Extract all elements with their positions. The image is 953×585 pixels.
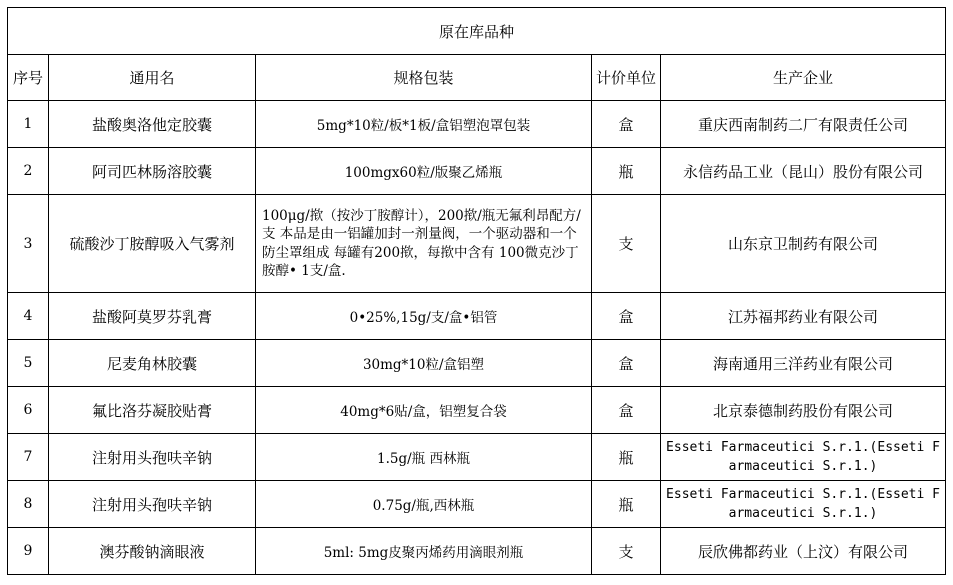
cell-pricing-unit: 盒	[592, 340, 661, 387]
cell-serial-number: 5	[8, 340, 49, 387]
table-title: 原在库品种	[8, 8, 946, 55]
cell-generic-name: 阿司匹林肠溶胶囊	[49, 148, 256, 195]
table-row	[8, 293, 946, 340]
table-header-row	[8, 55, 946, 101]
cell-spec-package: 30mg*10粒/盒铝塑	[256, 340, 592, 387]
cell-generic-name: 尼麦角林胶囊	[49, 340, 256, 387]
header-pricing-unit: 计价单位	[592, 55, 661, 101]
drug-inventory-table	[7, 7, 946, 575]
cell-pricing-unit: 瓶	[592, 148, 661, 195]
cell-pricing-unit: 瓶	[592, 481, 661, 528]
table-row	[8, 387, 946, 434]
header-serial-number: 序号	[8, 55, 49, 101]
cell-serial-number: 9	[8, 528, 49, 575]
table-row	[8, 528, 946, 575]
cell-manufacturer: 重庆西南制药二厂有限责任公司	[661, 101, 946, 148]
cell-generic-name: 注射用头孢呋辛钠	[49, 434, 256, 481]
table-row	[8, 481, 946, 528]
table-row	[8, 101, 946, 148]
cell-spec-package: 0•25%,15g/支/盒•铝管	[256, 293, 592, 340]
cell-manufacturer: 辰欣佛都药业（上汶）有限公司	[661, 528, 946, 575]
cell-spec-package: 40mg*6贴/盒，铝塑复合袋	[256, 387, 592, 434]
cell-manufacturer: Esseti Farmaceutici S.r.1.(Esseti Farmaceutici S.r.1.)	[661, 481, 946, 528]
drug-table-container	[7, 7, 946, 575]
cell-pricing-unit: 瓶	[592, 434, 661, 481]
cell-generic-name: 盐酸奥洛他定胶囊	[49, 101, 256, 148]
cell-pricing-unit: 支	[592, 195, 661, 293]
table-row	[8, 434, 946, 481]
cell-spec-package: 100mgx60粒/版聚乙烯瓶	[256, 148, 592, 195]
cell-spec-package: 100μg/揿（按沙丁胺醇计），200揿/瓶无氟利昂配方/支 本品是由一铝罐加封一剂量阀，一个驱动器和一个防尘罩组成 每罐有200揿，每揿中含有 100微克沙丁胺醇• 1支/盒.	[256, 195, 592, 293]
cell-pricing-unit: 盒	[592, 387, 661, 434]
cell-generic-name: 氟比洛芬凝胶贴膏	[49, 387, 256, 434]
cell-serial-number: 6	[8, 387, 49, 434]
cell-manufacturer: 北京泰德制药股份有限公司	[661, 387, 946, 434]
cell-serial-number: 4	[8, 293, 49, 340]
cell-pricing-unit: 支	[592, 528, 661, 575]
cell-serial-number: 1	[8, 101, 49, 148]
table-row	[8, 340, 946, 387]
cell-pricing-unit: 盒	[592, 293, 661, 340]
cell-spec-package: 5mg*10粒/板*1板/盒铝塑泡罩包装	[256, 101, 592, 148]
cell-serial-number: 2	[8, 148, 49, 195]
cell-serial-number: 7	[8, 434, 49, 481]
header-manufacturer: 生产企业	[661, 55, 946, 101]
cell-serial-number: 3	[8, 195, 49, 293]
cell-manufacturer: 永信药品工业（昆山）股份有限公司	[661, 148, 946, 195]
table-row	[8, 195, 946, 293]
header-generic-name: 通用名	[49, 55, 256, 101]
cell-spec-package: 0.75g/瓶,西林瓶	[256, 481, 592, 528]
cell-spec-package: 5ml: 5mg皮聚丙烯药用滴眼剂瓶	[256, 528, 592, 575]
cell-generic-name: 澳芬酸钠滴眼液	[49, 528, 256, 575]
cell-manufacturer: 海南通用三洋药业有限公司	[661, 340, 946, 387]
header-spec-package: 规格包装	[256, 55, 592, 101]
cell-generic-name: 盐酸阿莫罗芬乳膏	[49, 293, 256, 340]
cell-spec-package: 1.5g/瓶 西林瓶	[256, 434, 592, 481]
table-row	[8, 148, 946, 195]
cell-generic-name: 注射用头孢呋辛钠	[49, 481, 256, 528]
cell-manufacturer: 江苏福邦药业有限公司	[661, 293, 946, 340]
cell-manufacturer: 山东京卫制药有限公司	[661, 195, 946, 293]
cell-serial-number: 8	[8, 481, 49, 528]
table-title-row	[8, 8, 946, 55]
cell-manufacturer: Esseti Farmaceutici S.r.1.(Esseti Farmaceutici S.r.1.)	[661, 434, 946, 481]
cell-generic-name: 硫酸沙丁胺醇吸入气雾剂	[49, 195, 256, 293]
cell-pricing-unit: 盒	[592, 101, 661, 148]
